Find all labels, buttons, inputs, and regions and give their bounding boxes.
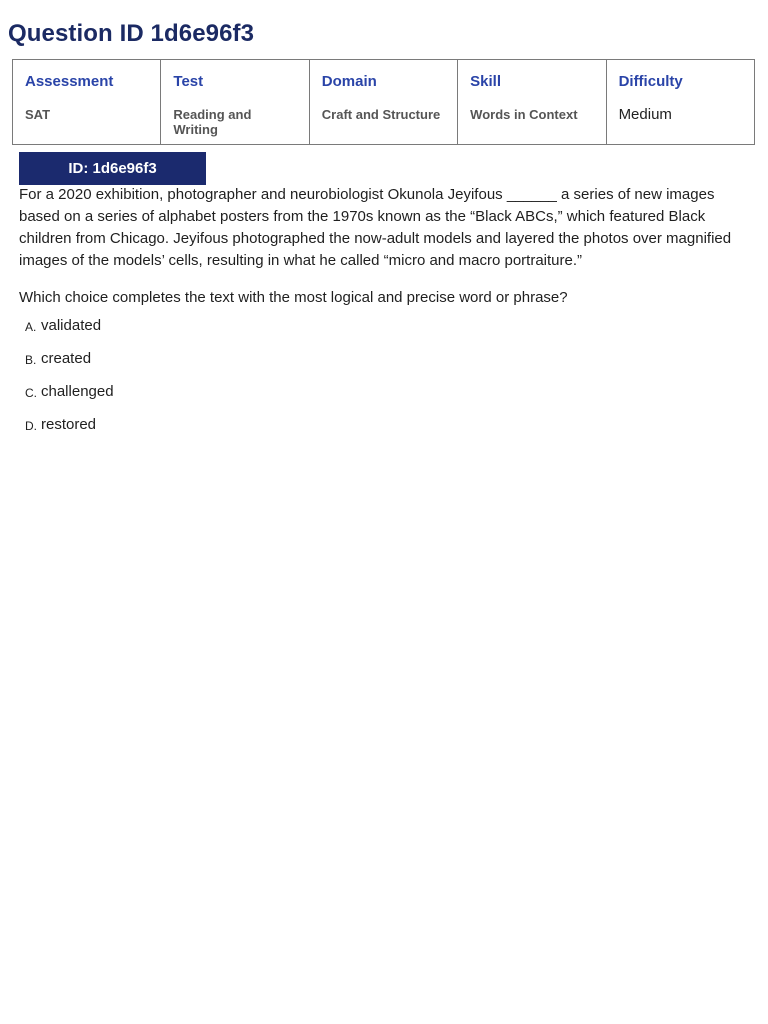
meta-value-skill: Words in Context: [470, 107, 578, 122]
meta-value-test: Reading and Writing: [173, 107, 252, 137]
meta-cell-domain: [309, 60, 457, 145]
choice-letter: B.: [25, 353, 37, 367]
meta-heading-difficulty: Difficulty: [618, 73, 683, 90]
choice-d[interactable]: [25, 414, 114, 447]
meta-value-domain: Craft and Structure: [321, 107, 441, 122]
meta-heading-assessment: Assessment: [25, 73, 114, 90]
choice-a[interactable]: [25, 315, 114, 348]
choice-b[interactable]: [25, 348, 114, 381]
question-prompt: Which choice completes the text with the most logical and precise word or phrase?: [19, 289, 568, 306]
choice-text: created: [41, 350, 92, 367]
choice-letter: A.: [25, 320, 37, 334]
meta-cell-skill: [458, 60, 606, 145]
choice-text: challenged: [41, 383, 114, 400]
meta-cell-assessment: [13, 60, 161, 145]
meta-value-assessment: SAT: [25, 107, 51, 122]
meta-cell-test: [161, 60, 309, 145]
choice-letter: D.: [25, 419, 37, 433]
meta-value-difficulty: Medium: [618, 106, 672, 123]
passage-text: For a 2020 exhibition, photographer and neurobiologist Okunola Jeyifous ______ a series of new images based on a series of alphabet posters from the 1970s known as the “Black ABCs,” which featured Black children from Chicago. Jeyifous photographed the now-adult models and layered the photos over magnified images of the models’ cells, resulting in what he called “micro and macro portraiture.”: [19, 186, 732, 269]
choice-letter: C.: [25, 386, 37, 400]
choice-text: validated: [41, 317, 102, 334]
meta-heading-domain: Domain: [321, 73, 377, 90]
choice-c[interactable]: [25, 381, 114, 414]
choice-text: restored: [41, 416, 97, 433]
meta-heading-test: Test: [173, 73, 204, 90]
meta-cell-difficulty: [606, 60, 754, 145]
question-id-badge: ID: 1d6e96f3: [19, 152, 206, 185]
page-title: Question ID 1d6e96f3: [8, 20, 255, 47]
question-meta-table: [12, 59, 755, 145]
meta-heading-skill: Skill: [470, 73, 502, 90]
answer-choices: [25, 315, 114, 447]
